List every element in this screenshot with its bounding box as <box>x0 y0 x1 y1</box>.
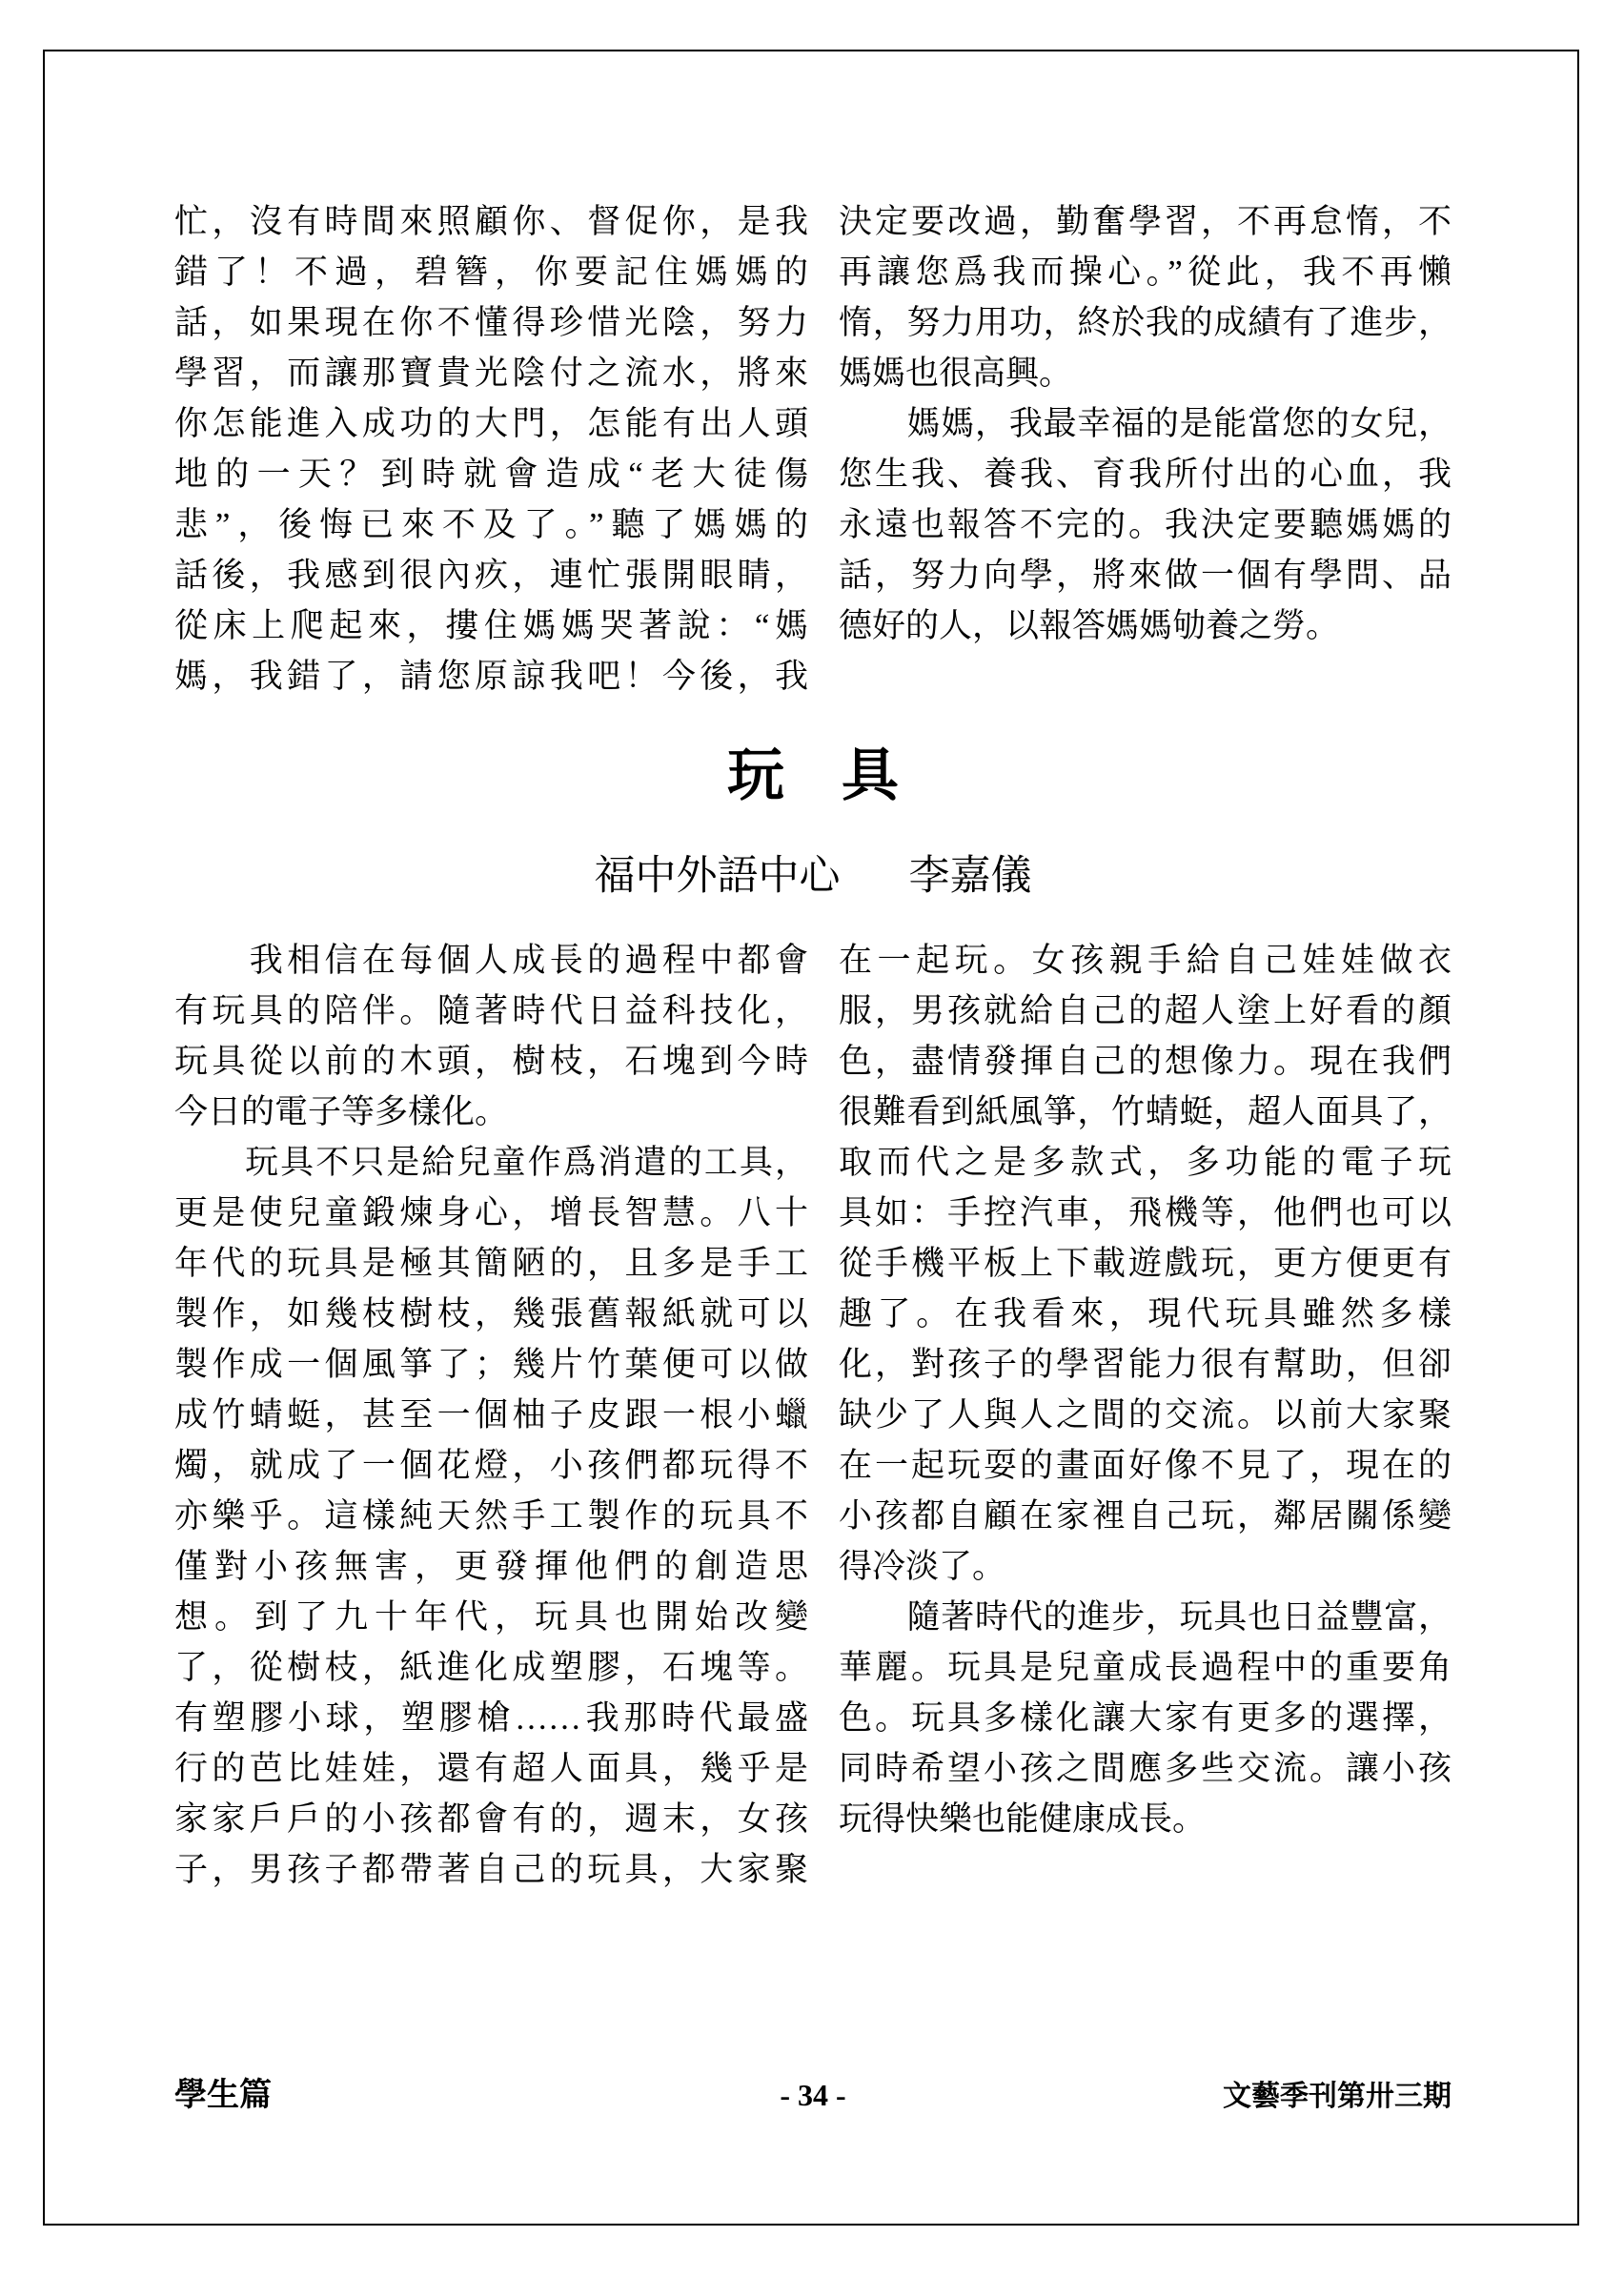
text-line: 製作，如幾枝樹枝，幾張舊報紙就可以 <box>174 1295 808 1332</box>
text-line: 玩具從以前的木頭，樹枝，石塊到今時 <box>174 1043 808 1080</box>
article2-byline <box>174 852 1451 902</box>
text-line: 話，如果現在你不懂得珍惜光陰，努力 <box>174 304 808 341</box>
article2-affiliation: 福中外語中心 <box>594 854 841 899</box>
text-line: 缺少了人與人之間的交流。以前大家聚 <box>839 1396 1451 1433</box>
text-line: 得冷淡了。 <box>839 1548 1006 1585</box>
text-line: 家家戶戶的小孩都會有的，週末，女孩 <box>174 1800 808 1838</box>
page-footer <box>174 2076 1451 2116</box>
article2-left-column <box>174 935 808 1895</box>
text-line: 趣了。在我看來，現代玩具雖然多樣 <box>839 1295 1451 1332</box>
text-line: 媽，我錯了，請您原諒我吧！今後，我 <box>174 658 808 695</box>
text-line: 您生我、養我、育我所付出的心血，我 <box>839 456 1451 493</box>
text-line: 行的芭比娃娃，還有超人面具，幾乎是 <box>174 1750 808 1787</box>
text-line: 華麗。玩具是兒童成長過程中的重要角 <box>839 1649 1451 1686</box>
article1-left-column <box>174 196 808 701</box>
text-line: 在一起玩。女孩親手給自己娃娃做衣 <box>839 942 1451 979</box>
text-line: 成竹蜻蜓，甚至一個柚子皮跟一根小蠟 <box>174 1396 808 1433</box>
text-line: 德好的人，以報答媽媽劬養之勞。 <box>839 607 1340 644</box>
text-line: 燭，就成了一個花燈，小孩們都玩得不 <box>174 1447 808 1484</box>
text-line: 色，盡情發揮自己的想像力。現在我們 <box>839 1043 1451 1080</box>
text-line: 決定要改過，勤奮學習，不再怠惰，不 <box>839 203 1451 240</box>
text-line: 僅對小孩無害，更發揮他們的創造思 <box>174 1548 808 1585</box>
footer-journal-label: 文藝季刊第卅三期 <box>1223 2081 1451 2112</box>
text-line: 很難看到紙風箏，竹蜻蜓，超人面具了， <box>839 1093 1451 1130</box>
text-line: 話後，我感到很內疚，連忙張開眼睛， <box>174 557 808 594</box>
article2-right-column <box>839 935 1451 1844</box>
text-line: 我相信在每個人成長的過程中都會 <box>174 942 808 979</box>
article2-title: 玩 具 <box>727 744 899 807</box>
text-line: 同時希望小孩之間應多些交流。讓小孩 <box>839 1750 1451 1787</box>
text-line: 從床上爬起來，摟住媽媽哭著說：“媽 <box>174 607 808 644</box>
text-line: 媽媽也很高興。 <box>839 355 1073 392</box>
footer-section-label: 學生篇 <box>174 2077 272 2113</box>
text-line: 地的一天？到時就會造成“老大徒傷 <box>174 456 808 493</box>
article2-author: 李嘉儀 <box>908 854 1032 899</box>
footer-page-number: - 34 - <box>780 2078 846 2112</box>
text-line: 忙，沒有時間來照顧你、督促你，是我 <box>174 203 808 240</box>
text-line: 製作成一個風箏了；幾片竹葉便可以做 <box>174 1346 808 1383</box>
text-line: 亦樂乎。這樣純天然手工製作的玩具不 <box>174 1497 808 1535</box>
article1-right-column <box>839 196 1451 651</box>
text-line: 有塑膠小球，塑膠槍……我那時代最盛 <box>174 1699 808 1737</box>
text-line: 媽媽，我最幸福的是能當您的女兒， <box>839 405 1451 442</box>
text-line: 再讓您爲我而操心。”從此，我不再懶 <box>839 254 1451 291</box>
text-line: 學習，而讓那寶貴光陰付之流水，將來 <box>174 355 808 392</box>
text-line: 子，男孩子都帶著自己的玩具，大家聚 <box>174 1851 808 1888</box>
text-line: 玩具不只是給兒童作爲消遣的工具， <box>174 1144 808 1181</box>
text-line: 服，男孩就給自己的超人塗上好看的顏 <box>839 992 1451 1029</box>
text-line: 年代的玩具是極其簡陋的，且多是手工 <box>174 1245 808 1282</box>
text-line: 惰，努力用功，終於我的成績有了進步， <box>839 304 1451 341</box>
text-line: 玩得快樂也能健康成長。 <box>839 1800 1207 1838</box>
text-line: 你怎能進入成功的大門，怎能有出人頭 <box>174 405 808 442</box>
text-line: 想。到了九十年代，玩具也開始改變 <box>174 1598 808 1636</box>
text-line: 更是使兒童鍛煉身心，增長智慧。八十 <box>174 1194 808 1231</box>
text-line: 話，努力向學，將來做一個有學問、品 <box>839 557 1451 594</box>
text-line: 從手機平板上下載遊戲玩，更方便更有 <box>839 1245 1451 1282</box>
text-line: 化，對孩子的學習能力很有幫助，但卻 <box>839 1346 1451 1383</box>
text-line: 在一起玩耍的畫面好像不見了，現在的 <box>839 1447 1451 1484</box>
text-line: 色。玩具多樣化讓大家有更多的選擇， <box>839 1699 1451 1737</box>
text-line: 永遠也報答不完的。我決定要聽媽媽的 <box>839 506 1451 543</box>
text-line: 了，從樹枝，紙進化成塑膠，石塊等。 <box>174 1649 808 1686</box>
text-line: 今日的電子等多樣化。 <box>174 1093 509 1130</box>
text-line: 有玩具的陪伴。隨著時代日益科技化， <box>174 992 808 1029</box>
text-line: 取而代之是多款式，多功能的電子玩 <box>839 1144 1451 1181</box>
text-line: 具如：手控汽車，飛機等，他們也可以 <box>839 1194 1451 1231</box>
text-line: 小孩都自顧在家裡自己玩，鄰居關係變 <box>839 1497 1451 1535</box>
text-line: 悲”，後悔已來不及了。”聽了媽媽的 <box>174 506 808 543</box>
text-line: 錯了！不過，碧簪，你要記住媽媽的 <box>174 254 808 291</box>
text-line: 隨著時代的進步，玩具也日益豐富， <box>839 1598 1451 1636</box>
